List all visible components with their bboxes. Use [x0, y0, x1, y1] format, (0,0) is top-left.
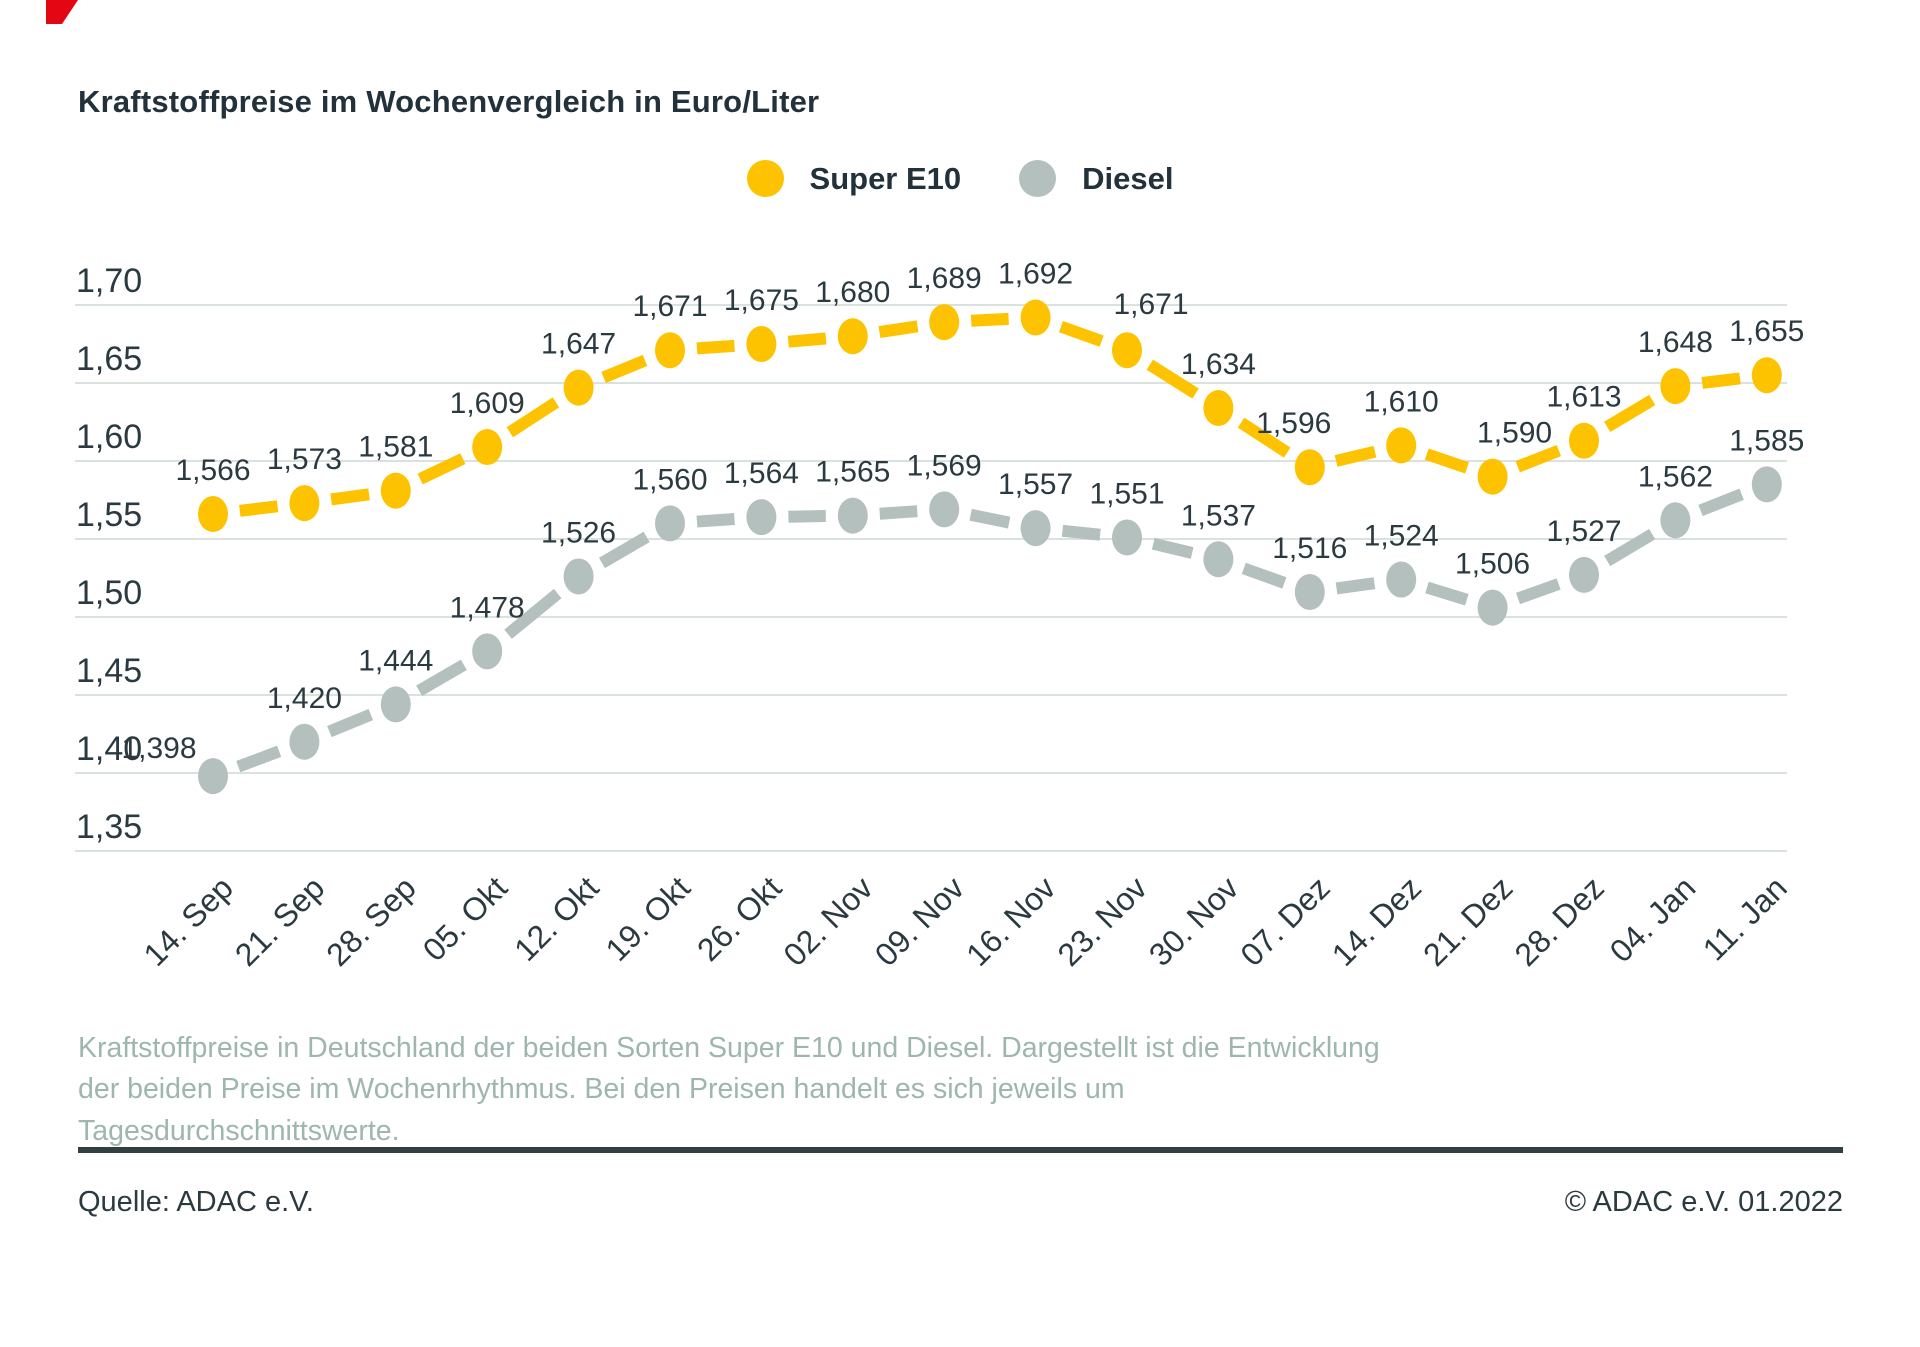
value-label: 1,671 [632, 290, 708, 324]
value-label: 1,566 [175, 454, 251, 488]
value-label: 1,585 [1729, 424, 1805, 458]
footer [78, 1186, 1843, 1219]
y-tick-label: 1,45 [76, 652, 143, 690]
marker-diesel [1112, 519, 1142, 555]
marker-diesel [381, 686, 411, 722]
line-segment [1702, 378, 1740, 383]
line-segment [880, 511, 918, 514]
line-segment [971, 319, 1008, 321]
marker-diesel [838, 498, 868, 534]
line-segment [1518, 451, 1559, 467]
value-label: 1,609 [449, 386, 525, 420]
value-label: 1,569 [906, 449, 982, 483]
legend-label-super-e10: Super E10 [809, 160, 962, 196]
x-tick-label: 21. Dez [1416, 869, 1520, 973]
x-tick-label: 12. Okt [507, 869, 606, 968]
gridlines [75, 305, 1787, 851]
value-label: 1,398 [121, 732, 197, 766]
chart-title: Kraftstoffpreise im Wochenvergleich in Euro/Liter [78, 84, 820, 119]
marker-super-e10 [838, 318, 868, 354]
marker-diesel [472, 633, 502, 669]
x-tick-label: 28. Sep [319, 869, 423, 973]
x-tick-label: 14. Sep [136, 869, 240, 973]
x-tick-label: 19. Okt [598, 869, 697, 968]
marker-diesel [289, 724, 319, 760]
line-segment [238, 751, 279, 766]
y-tick-label: 1,55 [76, 496, 143, 534]
x-tick-label: 02. Nov [776, 869, 880, 973]
value-label: 1,648 [1637, 326, 1713, 360]
chart-caption: Kraftstoffpreise in Deutschland der beiden Sorten Super E10 und Diesel. Dargestellt ist die Entwicklung der beiden Preise im Wochenrhythmus. Bei den Preisen handelt es sich jeweils um Tagesdurchschnittswerte. [78, 1032, 1380, 1147]
x-tick-label: 28. Dez [1507, 869, 1611, 973]
series-super-e10 [175, 257, 1804, 532]
line-segment [697, 346, 735, 349]
marker-diesel [1203, 541, 1233, 577]
line-segment [604, 360, 645, 377]
y-tick-label: 1,60 [76, 418, 143, 456]
marker-super-e10 [564, 370, 594, 406]
marker-super-e10 [1112, 332, 1142, 368]
marker-diesel [1295, 574, 1325, 610]
value-label: 1,420 [266, 681, 342, 715]
marker-super-e10 [929, 304, 959, 340]
marker-super-e10 [1478, 459, 1508, 495]
x-tick-label: 16. Nov [959, 869, 1063, 973]
x-tick-label: 05. Okt [415, 869, 515, 968]
x-tick-label: 04. Jan [1602, 869, 1703, 970]
line-segment [788, 338, 826, 341]
marker-diesel [1752, 466, 1782, 502]
x-tick-label: 11. Jan [1695, 869, 1794, 968]
value-label: 1,557 [998, 468, 1074, 502]
marker-diesel [1386, 562, 1416, 598]
marker-diesel [746, 499, 776, 535]
value-label: 1,524 [1363, 519, 1439, 553]
marker-super-e10 [746, 326, 776, 362]
marker-diesel [655, 505, 685, 541]
marker-super-e10 [198, 496, 228, 532]
value-label: 1,537 [1180, 499, 1256, 533]
value-label: 1,562 [1637, 460, 1713, 494]
value-label: 1,692 [998, 257, 1074, 291]
line-segment [1244, 568, 1285, 583]
value-label: 1,655 [1729, 315, 1805, 349]
y-tick-label: 1,40 [76, 730, 143, 768]
marker-super-e10 [472, 429, 502, 465]
marker-super-e10 [289, 485, 319, 521]
line-segment [1701, 494, 1742, 510]
line-segment [1337, 583, 1375, 588]
marker-super-e10 [1203, 390, 1233, 426]
x-tick-label: 21. Sep [227, 869, 332, 973]
line-segment [240, 506, 278, 511]
value-label: 1,565 [815, 455, 891, 489]
line-segment [329, 715, 370, 732]
x-tick-label: 23. Nov [1050, 869, 1154, 973]
x-tick-label: 30. Nov [1141, 869, 1246, 973]
value-label: 1,560 [632, 463, 708, 497]
value-label: 1,675 [723, 284, 799, 317]
series-diesel [121, 424, 1804, 794]
line-segment [1427, 587, 1467, 599]
x-tick-label: 09. Nov [867, 869, 972, 973]
y-tick-label: 1,70 [76, 262, 143, 300]
line-segment [1062, 531, 1100, 535]
marker-diesel [564, 558, 594, 594]
value-label: 1,516 [1272, 532, 1348, 566]
source-text: Quelle: ADAC e.V. [78, 1186, 314, 1218]
x-axis-labels [136, 869, 1793, 973]
y-tick-label: 1,35 [76, 808, 143, 846]
value-label: 1,581 [358, 430, 434, 464]
value-label: 1,613 [1546, 380, 1622, 414]
value-label: 1,551 [1089, 477, 1165, 511]
line-segment [971, 515, 1009, 523]
value-label: 1,647 [541, 327, 617, 361]
value-label: 1,596 [1256, 407, 1332, 441]
x-tick-label: 14. Dez [1324, 869, 1429, 973]
marker-diesel [198, 758, 228, 794]
line-segment [1061, 327, 1102, 342]
value-label: 1,527 [1546, 514, 1622, 548]
line-segment [1518, 584, 1559, 599]
line-segment [1427, 454, 1467, 468]
line-segment [1336, 452, 1375, 461]
marker-super-e10 [655, 332, 685, 368]
x-tick-label: 07. Dez [1233, 869, 1337, 973]
marker-diesel [1021, 510, 1051, 546]
value-label: 1,671 [1113, 288, 1189, 322]
value-label: 1,506 [1455, 547, 1531, 581]
value-label: 1,444 [358, 644, 434, 678]
value-label: 1,680 [815, 276, 891, 310]
legend-label-diesel: Diesel [1082, 160, 1174, 196]
marker-diesel [929, 491, 959, 527]
marker-super-e10 [1660, 368, 1690, 404]
value-label: 1,573 [266, 443, 342, 477]
y-tick-label: 1,65 [76, 340, 143, 378]
marker-super-e10 [1569, 423, 1599, 459]
x-tick-label: 26. Okt [689, 869, 789, 968]
value-label: 1,564 [723, 457, 799, 491]
marker-diesel [1569, 557, 1599, 593]
value-label: 1,689 [906, 262, 982, 296]
footer-divider [78, 1147, 1843, 1153]
line-segment [331, 494, 369, 499]
marker-super-e10 [1295, 449, 1325, 485]
marker-super-e10 [1752, 357, 1782, 393]
value-label: 1,610 [1363, 385, 1439, 419]
line-segment [1153, 544, 1192, 553]
marker-super-e10 [1021, 299, 1051, 335]
marker-diesel [1478, 590, 1508, 626]
marker-super-e10 [381, 473, 411, 509]
line-segment [788, 516, 825, 517]
copyright-text: © ADAC e.V. 01.2022 [1564, 1186, 1843, 1218]
value-label: 1,634 [1180, 347, 1256, 381]
y-tick-label: 1,50 [76, 574, 143, 612]
value-label: 1,590 [1477, 416, 1553, 450]
line-segment [697, 519, 735, 522]
value-label: 1,478 [449, 591, 525, 625]
marker-diesel [1660, 502, 1690, 538]
value-label: 1,526 [541, 516, 617, 550]
line-segment [879, 326, 917, 332]
marker-super-e10 [1386, 427, 1416, 463]
